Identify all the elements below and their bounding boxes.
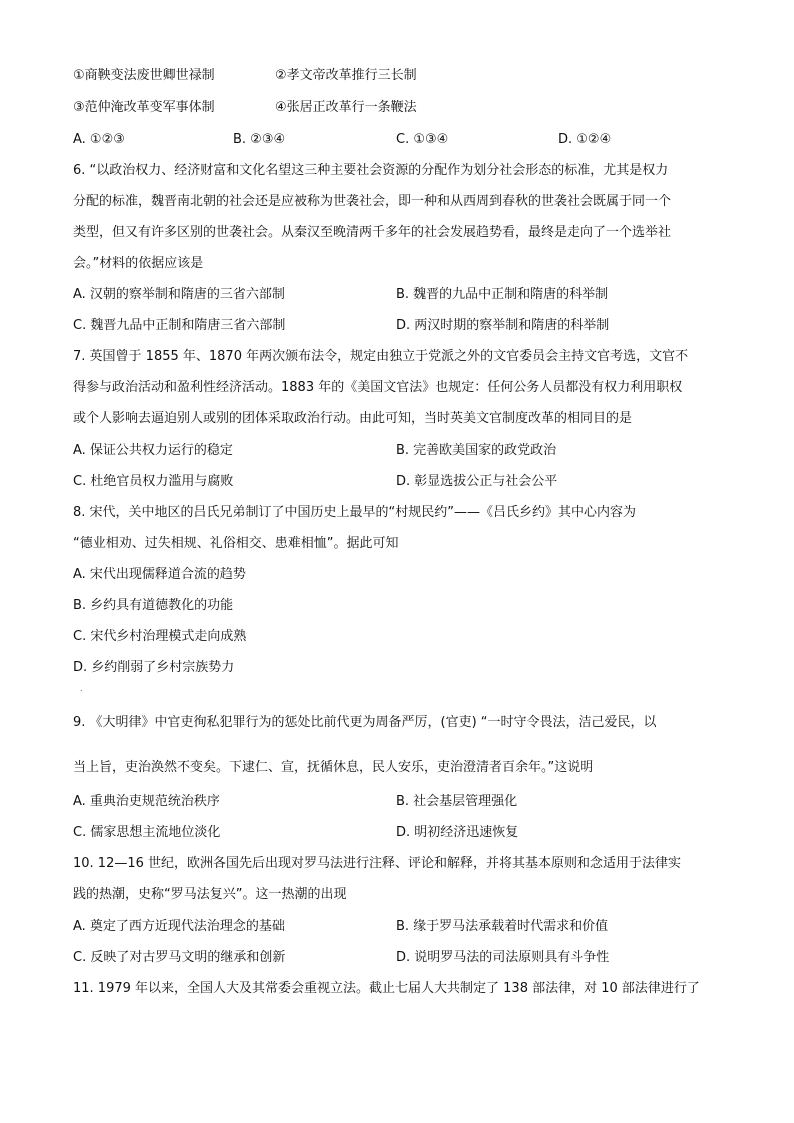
q8-option-c: C. 宋代乡村治理模式走向成熟	[73, 629, 247, 644]
q9-option-a: A. 重典治吏规范统治秩序	[73, 794, 220, 809]
q5-item-3: ③范仲淹改革变军事体制	[73, 100, 215, 115]
q6-stem-line-3: 类型，但又有许多区别的世袭社会。从秦汉至晚清两千多年的社会发展趋势看，最终是走向了一个选举社	[73, 225, 672, 240]
q7-option-b: B. 完善欧美国家的政党政治	[396, 443, 557, 458]
q9-option-c: C. 儒家思想主流地位淡化	[73, 825, 221, 840]
q6-stem-line-2: 分配的标准，魏晋南北朝的社会还是应被称为世袭社会，即一种和从西周到春秋的世袭社会既属于同一个	[73, 194, 672, 209]
q10-option-c: C. 反映了对古罗马文明的继承和创新	[73, 950, 286, 965]
q11-stem-line-1: 11. 1979 年以来，全国人大及其常委会重视立法。截止七届人大共制定了 138 部法律，对 10 部法律进行了	[73, 981, 700, 996]
q5-option-a: A. ①②③	[73, 132, 125, 147]
q8-stem-line-1: 8. 宋代，关中地区的吕氏兄弟制订了中国历史上最早的“村规民约”——《吕氏乡约》其中心内容为	[73, 505, 637, 520]
q5-option-b: B. ②③④	[233, 132, 286, 147]
q7-option-d: D. 彰显选拔公正与社会公平	[396, 474, 558, 489]
q5-item-4: ④张居正改革行一条鞭法	[275, 100, 417, 115]
q9-stem-line-2: 当上旨，吏治涣然不变矣。下逮仁、宣，抚循休息，民人安乐，吏治澄清者百余年。”这说明	[73, 760, 594, 775]
q6-stem-line-4: 会。”材料的依据应该是	[73, 256, 204, 271]
q5-option-d: D. ①②④	[558, 132, 612, 147]
q7-stem-line-2: 得参与政治活动和盈利性经济活动。1883 年的《美国文官法》也规定：任何公务人员都没有权力利用职权	[73, 380, 683, 395]
q5-item-2: ②孝文帝改革推行三长制	[275, 68, 417, 83]
q10-option-a: A. 奠定了西方近现代法治理念的基础	[73, 919, 285, 934]
q6-option-b: B. 魏晋的九品中正制和隋唐的科举制	[396, 287, 609, 302]
q7-stem-line-1: 7. 英国曾于 1855 年、1870 年两次颁布法令，规定由独立于党派之外的文官委员会主持文官考选，文官不	[73, 349, 689, 364]
stray-mark: .	[80, 684, 83, 693]
q8-stem-line-2: “德业相劝、过失相规、礼俗相交、患难相恤”。据此可知	[73, 536, 399, 551]
q7-option-a: A. 保证公共权力运行的稳定	[73, 443, 233, 458]
q9-stem-line-1: 9. 《大明律》中官吏徇私犯罪行为的惩处比前代更为周备严厉，(官吏) “一时守令畏法，洁己爱民，以	[73, 715, 657, 730]
q10-stem-line-2: 践的热潮，史称“罗马法复兴”。这一热潮的出现	[73, 887, 347, 902]
q6-option-a: A. 汉朝的察举制和隋唐的三省六部制	[73, 287, 285, 302]
q7-option-c: C. 杜绝官员权力滥用与腐败	[73, 474, 234, 489]
q8-option-b: B. 乡约具有道德教化的功能	[73, 598, 234, 613]
q10-option-b: B. 缘于罗马法承载着时代需求和价值	[396, 919, 609, 934]
q5-option-c: C. ①③④	[396, 132, 449, 147]
q5-item-1: ①商鞅变法废世卿世禄制	[73, 68, 215, 83]
q8-option-a: A. 宋代出现儒释道合流的趋势	[73, 567, 246, 582]
q9-option-d: D. 明初经济迅速恢复	[396, 825, 519, 840]
q9-option-b: B. 社会基层管理强化	[396, 794, 518, 809]
q10-option-d: D. 说明罗马法的司法原则具有斗争性	[396, 950, 610, 965]
q6-option-d: D. 两汉时期的察举制和隋唐的科举制	[396, 318, 610, 333]
q6-option-c: C. 魏晋九品中正制和隋唐三省六部制	[73, 318, 286, 333]
q10-stem-line-1: 10. 12—16 世纪，欧洲各国先后出现对罗马法进行注释、评论和解释，并将其基本原则和念适用于法律实	[73, 856, 682, 871]
q8-option-d: D. 乡约削弱了乡村宗族势力	[73, 660, 235, 675]
q7-stem-line-3: 或个人影响去逼迫别人或别的团体采取政治行动。由此可知，当时英美文官制度改革的相同目的是	[73, 411, 633, 426]
q6-stem-line-1: 6. “以政治权力、经济财富和文化名望这三种主要社会资源的分配作为划分社会形态的标准，尤其是权力	[73, 163, 669, 178]
